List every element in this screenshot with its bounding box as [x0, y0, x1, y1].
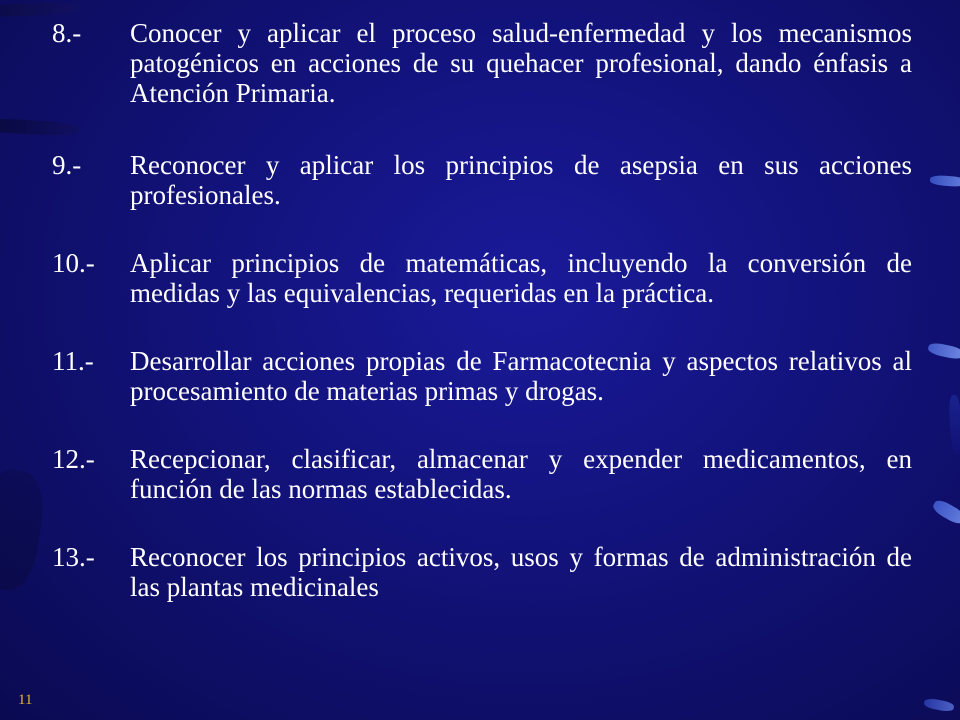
item-number: 13.-: [52, 542, 95, 572]
item-text: Aplicar principios de matemáticas, incluyendo la conversión de medidas y las equivalencias, requeridas en la práctica.: [130, 248, 912, 308]
decorative-stroke: [0, 466, 48, 593]
item-text: Desarrollar acciones propias de Farmacotecnia y aspectos relativos al procesamiento de materias primas y drogas.: [130, 346, 912, 406]
decorative-stroke: [931, 497, 960, 526]
item-number: 11.-: [52, 346, 94, 376]
item-text: Reconocer los principios activos, usos y formas de administración de las plantas medicinales: [130, 542, 912, 602]
list-item: [52, 150, 912, 210]
page-number: 11: [18, 692, 33, 708]
list-item: [52, 248, 912, 308]
list-item: [52, 542, 912, 602]
item-number: 8.-: [52, 18, 82, 48]
item-number: 12.-: [52, 444, 95, 474]
decorative-stroke: [927, 341, 960, 360]
decorative-stroke: [948, 395, 960, 456]
item-text: Reconocer y aplicar los principios de asepsia en sus acciones profesionales.: [130, 150, 912, 210]
item-text: Recepcionar, clasificar, almacenar y expender medicamentos, en función de las normas establecidas.: [130, 444, 912, 504]
list-item: [52, 346, 912, 406]
decorative-stroke: [0, 2, 80, 18]
decorative-stroke: [930, 175, 960, 187]
item-text: Conocer y aplicar el proceso salud-enfermedad y los mecanismos patogénicos en acciones de su quehacer profesional, dando énfasis a Atención Primaria.: [130, 18, 912, 108]
decorative-stroke: [923, 697, 954, 712]
item-number: 10.-: [52, 248, 95, 278]
objectives-list: [52, 18, 912, 640]
item-number: 9.-: [52, 150, 82, 180]
list-item: [52, 18, 912, 108]
list-item: [52, 444, 912, 504]
